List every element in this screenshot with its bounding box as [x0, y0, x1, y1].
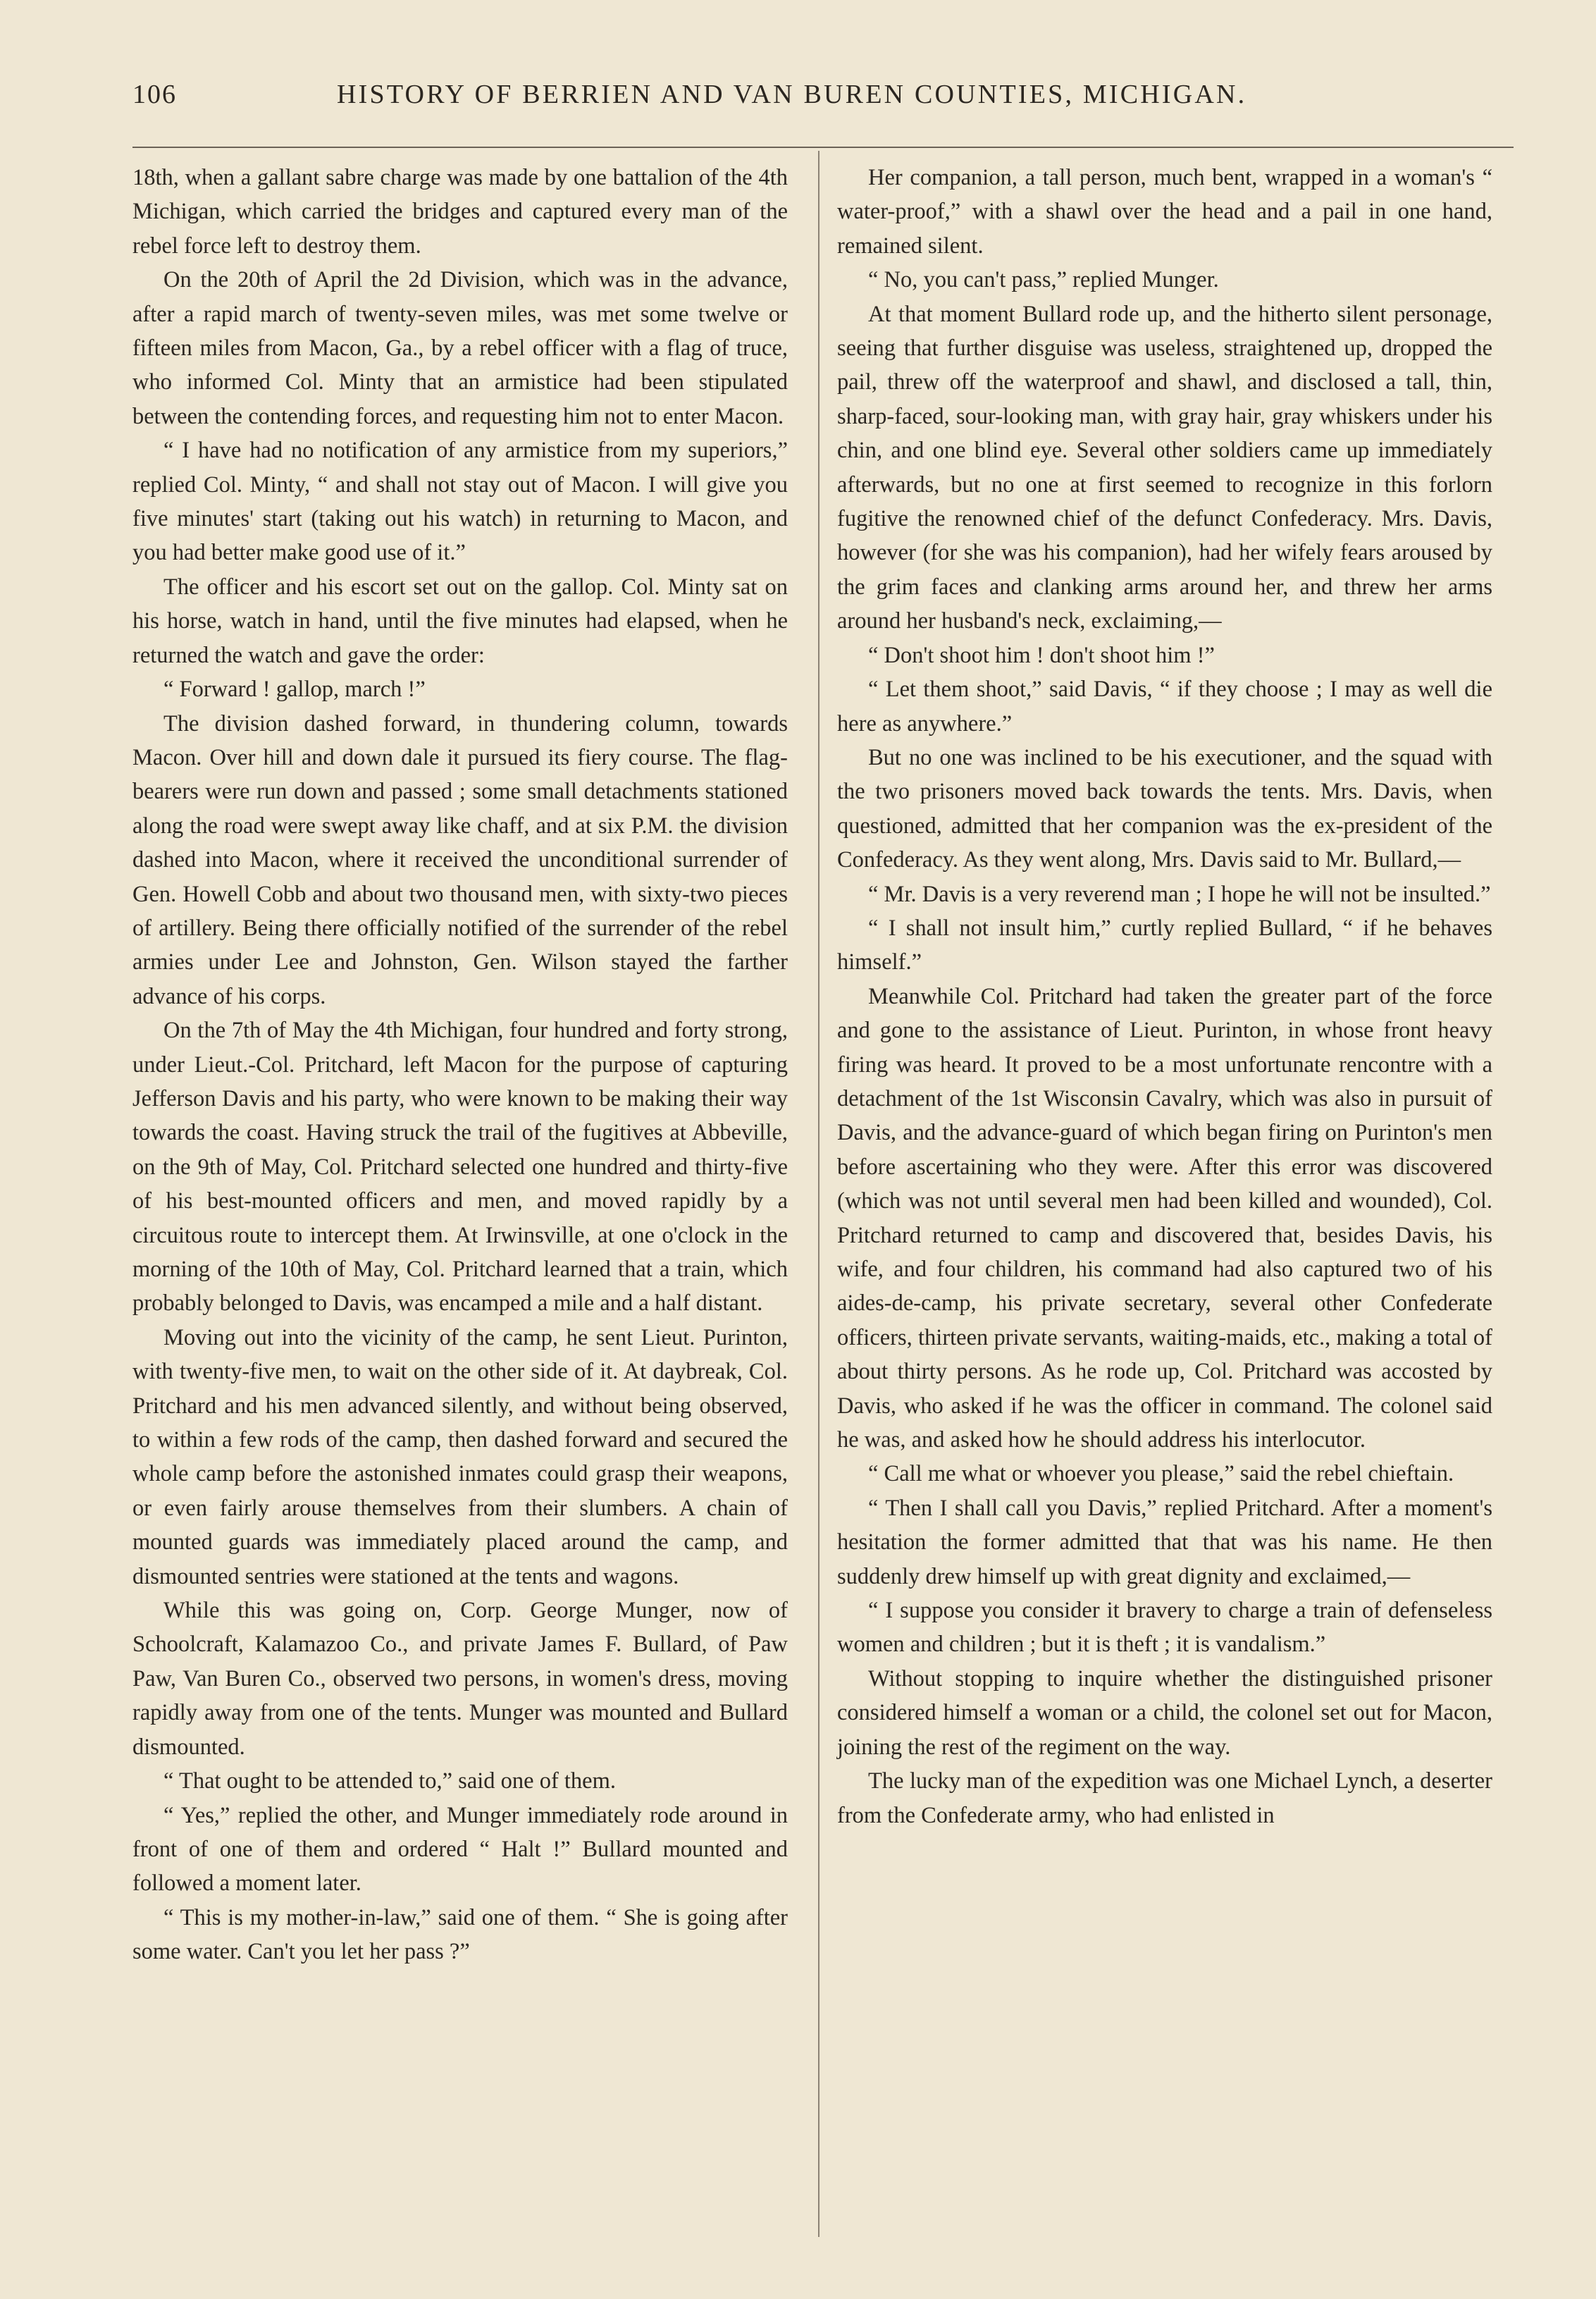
column-divider: [818, 151, 819, 2237]
page-header: [132, 79, 1485, 121]
paragraph: Her companion, a tall person, much bent, wrapped in a woman's “ water-proof,” with a shawl over the head and a pail in one hand, remained silent.: [837, 165, 1492, 259]
page-number: 106: [132, 80, 177, 109]
paragraph: The lucky man of the expedition was one Michael Lynch, a deserter from the Confederate army, who had enlisted in: [837, 1768, 1492, 1828]
paragraph: On the 20th of April the 2d Division, which was in the advance, after a rapid march of twenty-seven miles, was met some twelve or fifteen miles from Macon, Ga., by a rebel officer with a flag of truce, who informed Col. Minty that an armistice had been stipulated between the contending forces, and requesting him not to enter Macon.: [132, 267, 788, 429]
left-column: [132, 161, 788, 1969]
paragraph: Moving out into the vicinity of the camp, he sent Lieut. Purinton, with twenty-five men, to wait on the other side of it. At daybreak, Col. Pritchard and his men advanced silently, and without being observed, to within a few rods of the camp, then dashed forward and secured the whole camp before the astonished inmates could grasp their weapons, or even fairly arouse themselves from their slumbers. A chain of mounted guards was immediately placed around the camp, and dismounted sentries were stationed at the tents and wagons.: [132, 1324, 788, 1589]
header-rule: [132, 147, 1514, 148]
paragraph: The officer and his escort set out on the gallop. Col. Minty sat on his horse, watch in hand, until the five minutes had elapsed, when he returned the watch and gave the order:: [132, 574, 788, 668]
paragraph: “ Yes,” replied the other, and Munger immediately rode around in front of one of them and ordered “ Halt !” Bullard mounted and followed a moment later.: [132, 1802, 788, 1897]
paragraph: “ Forward ! gallop, march !”: [163, 677, 426, 703]
paragraph: “ I shall not insult him,” curtly replied Bullard, “ if he behaves himself.”: [837, 915, 1492, 975]
paragraph: “ Let them shoot,” said Davis, “ if they choose ; I may as well die here as anywhere.”: [837, 677, 1492, 736]
paragraph: Meanwhile Col. Pritchard had taken the greater part of the force and gone to the assistance of Lieut. Purinton, in whose front heavy firing was heard. It proved to be a most unfortunate rencontre with a detachment of the 1st Wisconsin Cavalry, which was also in pursuit of Davis, and the advance-guard of which began firing on Purinton's men before ascertaining who they were. After this error was discovered (which was not until several men had been killed and wounded), Col. Pritchard returned to camp and discovered that, besides Davis, his wife, and four children, his command had also captured two of his aides-de-camp, his private secretary, several other Confederate officers, thirteen private servants, waiting-maids, etc., making a total of about thirty persons. As he rode up, Col. Pritchard was accosted by Davis, who asked if he was the officer in command. The colonel said he was, and asked how he should address his interlocutor.: [837, 983, 1492, 1453]
paragraph: The division dashed forward, in thundering column, towards Macon. Over hill and down dale it pursued its fiery course. The flag-bearers were run down and passed ; some small detachments stationed along the road were swept away like chaff, and at six P.M. the division dashed into Macon, where it received the unconditional surrender of Gen. Howell Cobb and about two thousand men, with sixty-two pieces of artillery. Being there officially notified of the surrender of the rebel armies under Lee and Johnston, Gen. Wilson stayed the farther advance of his corps.: [132, 710, 788, 1009]
paragraph: At that moment Bullard rode up, and the hitherto silent personage, seeing that further disguise was useless, straightened up, dropped the pail, threw off the waterproof and shawl, and disclosed a tall, thin, sharp-faced, sour-looking man, with gray hair, gray whiskers under his chin, and one blind eye. Several other soldiers came up immediately afterwards, but no one at first seemed to recognize in this forlorn fugitive the renowned chief of the defunct Confederacy. Mrs. Davis, however (for she was his companion), had her wifely fears aroused by the grim faces and clanking arms around her, and threw her arms around her husband's neck, exclaiming,—: [837, 301, 1492, 634]
paragraph: 18th, when a gallant sabre charge was made by one battalion of the 4th Michigan, which carried the bridges and captured every man of the rebel force left to destroy them.: [132, 165, 788, 259]
paragraph: But no one was inclined to be his executioner, and the squad with the two prisoners moved back towards the tents. Mrs. Davis, when questioned, admitted that her companion was the ex-president of the Confederacy. As they went along, Mrs. Davis said to Mr. Bullard,—: [837, 744, 1492, 873]
paragraph: On the 7th of May the 4th Michigan, four hundred and forty strong, under Lieut.-Col. Pritchard, left Macon for the purpose of capturing Jefferson Davis and his party, who were known to be making their way towards the coast. Having struck the trail of the fugitives at Abbeville, on the 9th of May, Col. Pritchard selected one hundred and thirty-five of his best-mounted officers and men, and moved rapidly by a circuitous route to intercept them. At Irwinsville, at one o'clock in the morning of the 10th of May, Col. Pritchard learned that a train, which probably belonged to Davis, was encamped a mile and a half distant.: [132, 1018, 788, 1317]
paragraph: “ Then I shall call you Davis,” replied Pritchard. After a moment's hesitation the former admitted that that was his name. He then suddenly drew himself up with great dignity and exclaimed,—: [837, 1495, 1492, 1589]
running-title: HISTORY OF BERRIEN AND VAN BUREN COUNTIES, MICHIGAN.: [337, 80, 1247, 109]
paragraph: Without stopping to inquire whether the distinguished prisoner considered himself a woman or a child, the colonel set out for Macon, joining the rest of the regiment on the way.: [837, 1665, 1492, 1760]
paragraph: “ This is my mother-in-law,” said one of them. “ She is going after some water. Can't you let her pass ?”: [132, 1904, 788, 1965]
paragraph: “ No, you can't pass,” replied Munger.: [868, 267, 1219, 293]
paragraph: “ I suppose you consider it bravery to charge a train of defenseless women and children ; but it is theft ; it is vandalism.”: [837, 1598, 1492, 1658]
paragraph: “ Call me what or whoever you please,” said the rebel chieftain.: [868, 1461, 1454, 1487]
right-column: [837, 161, 1492, 1832]
paragraph: “ Mr. Davis is a very reverend man ; I hope he will not be insulted.”: [868, 881, 1491, 907]
paragraph: “ Don't shoot him ! don't shoot him !”: [868, 642, 1215, 668]
paragraph: “ I have had no notification of any armistice from my superiors,” replied Col. Minty, “ and shall not stay out of Macon. I will give you five minutes' start (taking out his watch) in returning to Macon, and you had better make good use of it.”: [132, 438, 788, 566]
paragraph: While this was going on, Corp. George Munger, now of Schoolcraft, Kalamazoo Co., and private James F. Bullard, of Paw Paw, Van Buren Co., observed two persons, in women's dress, moving rapidly away from one of the tents. Munger was mounted and Bullard dismounted.: [132, 1598, 788, 1760]
paragraph: “ That ought to be attended to,” said one of them.: [163, 1768, 617, 1794]
